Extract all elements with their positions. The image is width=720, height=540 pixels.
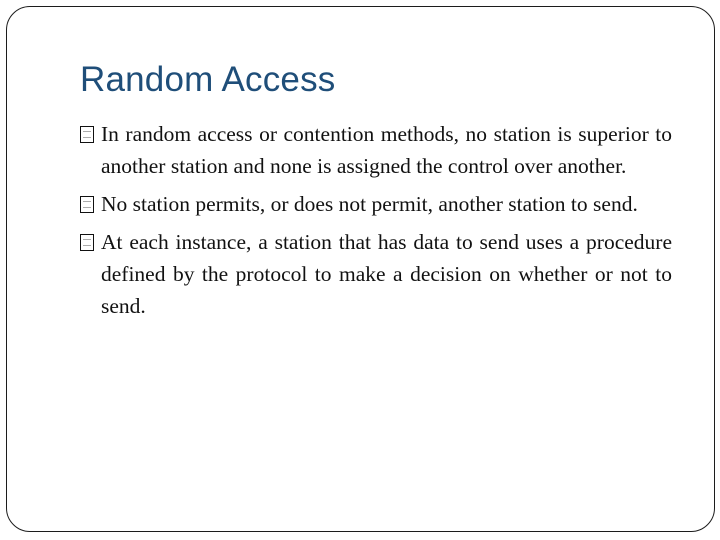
bullet-item <box>80 188 672 220</box>
bullet-item <box>80 226 672 322</box>
bullet-box-icon <box>80 196 94 213</box>
bullet-list <box>80 118 672 328</box>
bullet-text: At each instance, a station that has data to send uses a procedure defined by the protocol to make a decision on whether or not to send. <box>101 230 672 318</box>
slide-title: Random Access <box>80 60 336 99</box>
bullet-box-icon <box>80 234 94 251</box>
bullet-box-icon <box>80 126 94 143</box>
bullet-text: In random access or contention methods, no station is superior to another station and none is assigned the control over another. <box>101 122 672 178</box>
bullet-item <box>80 118 672 182</box>
bullet-text: No station permits, or does not permit, another station to send. <box>101 192 638 216</box>
